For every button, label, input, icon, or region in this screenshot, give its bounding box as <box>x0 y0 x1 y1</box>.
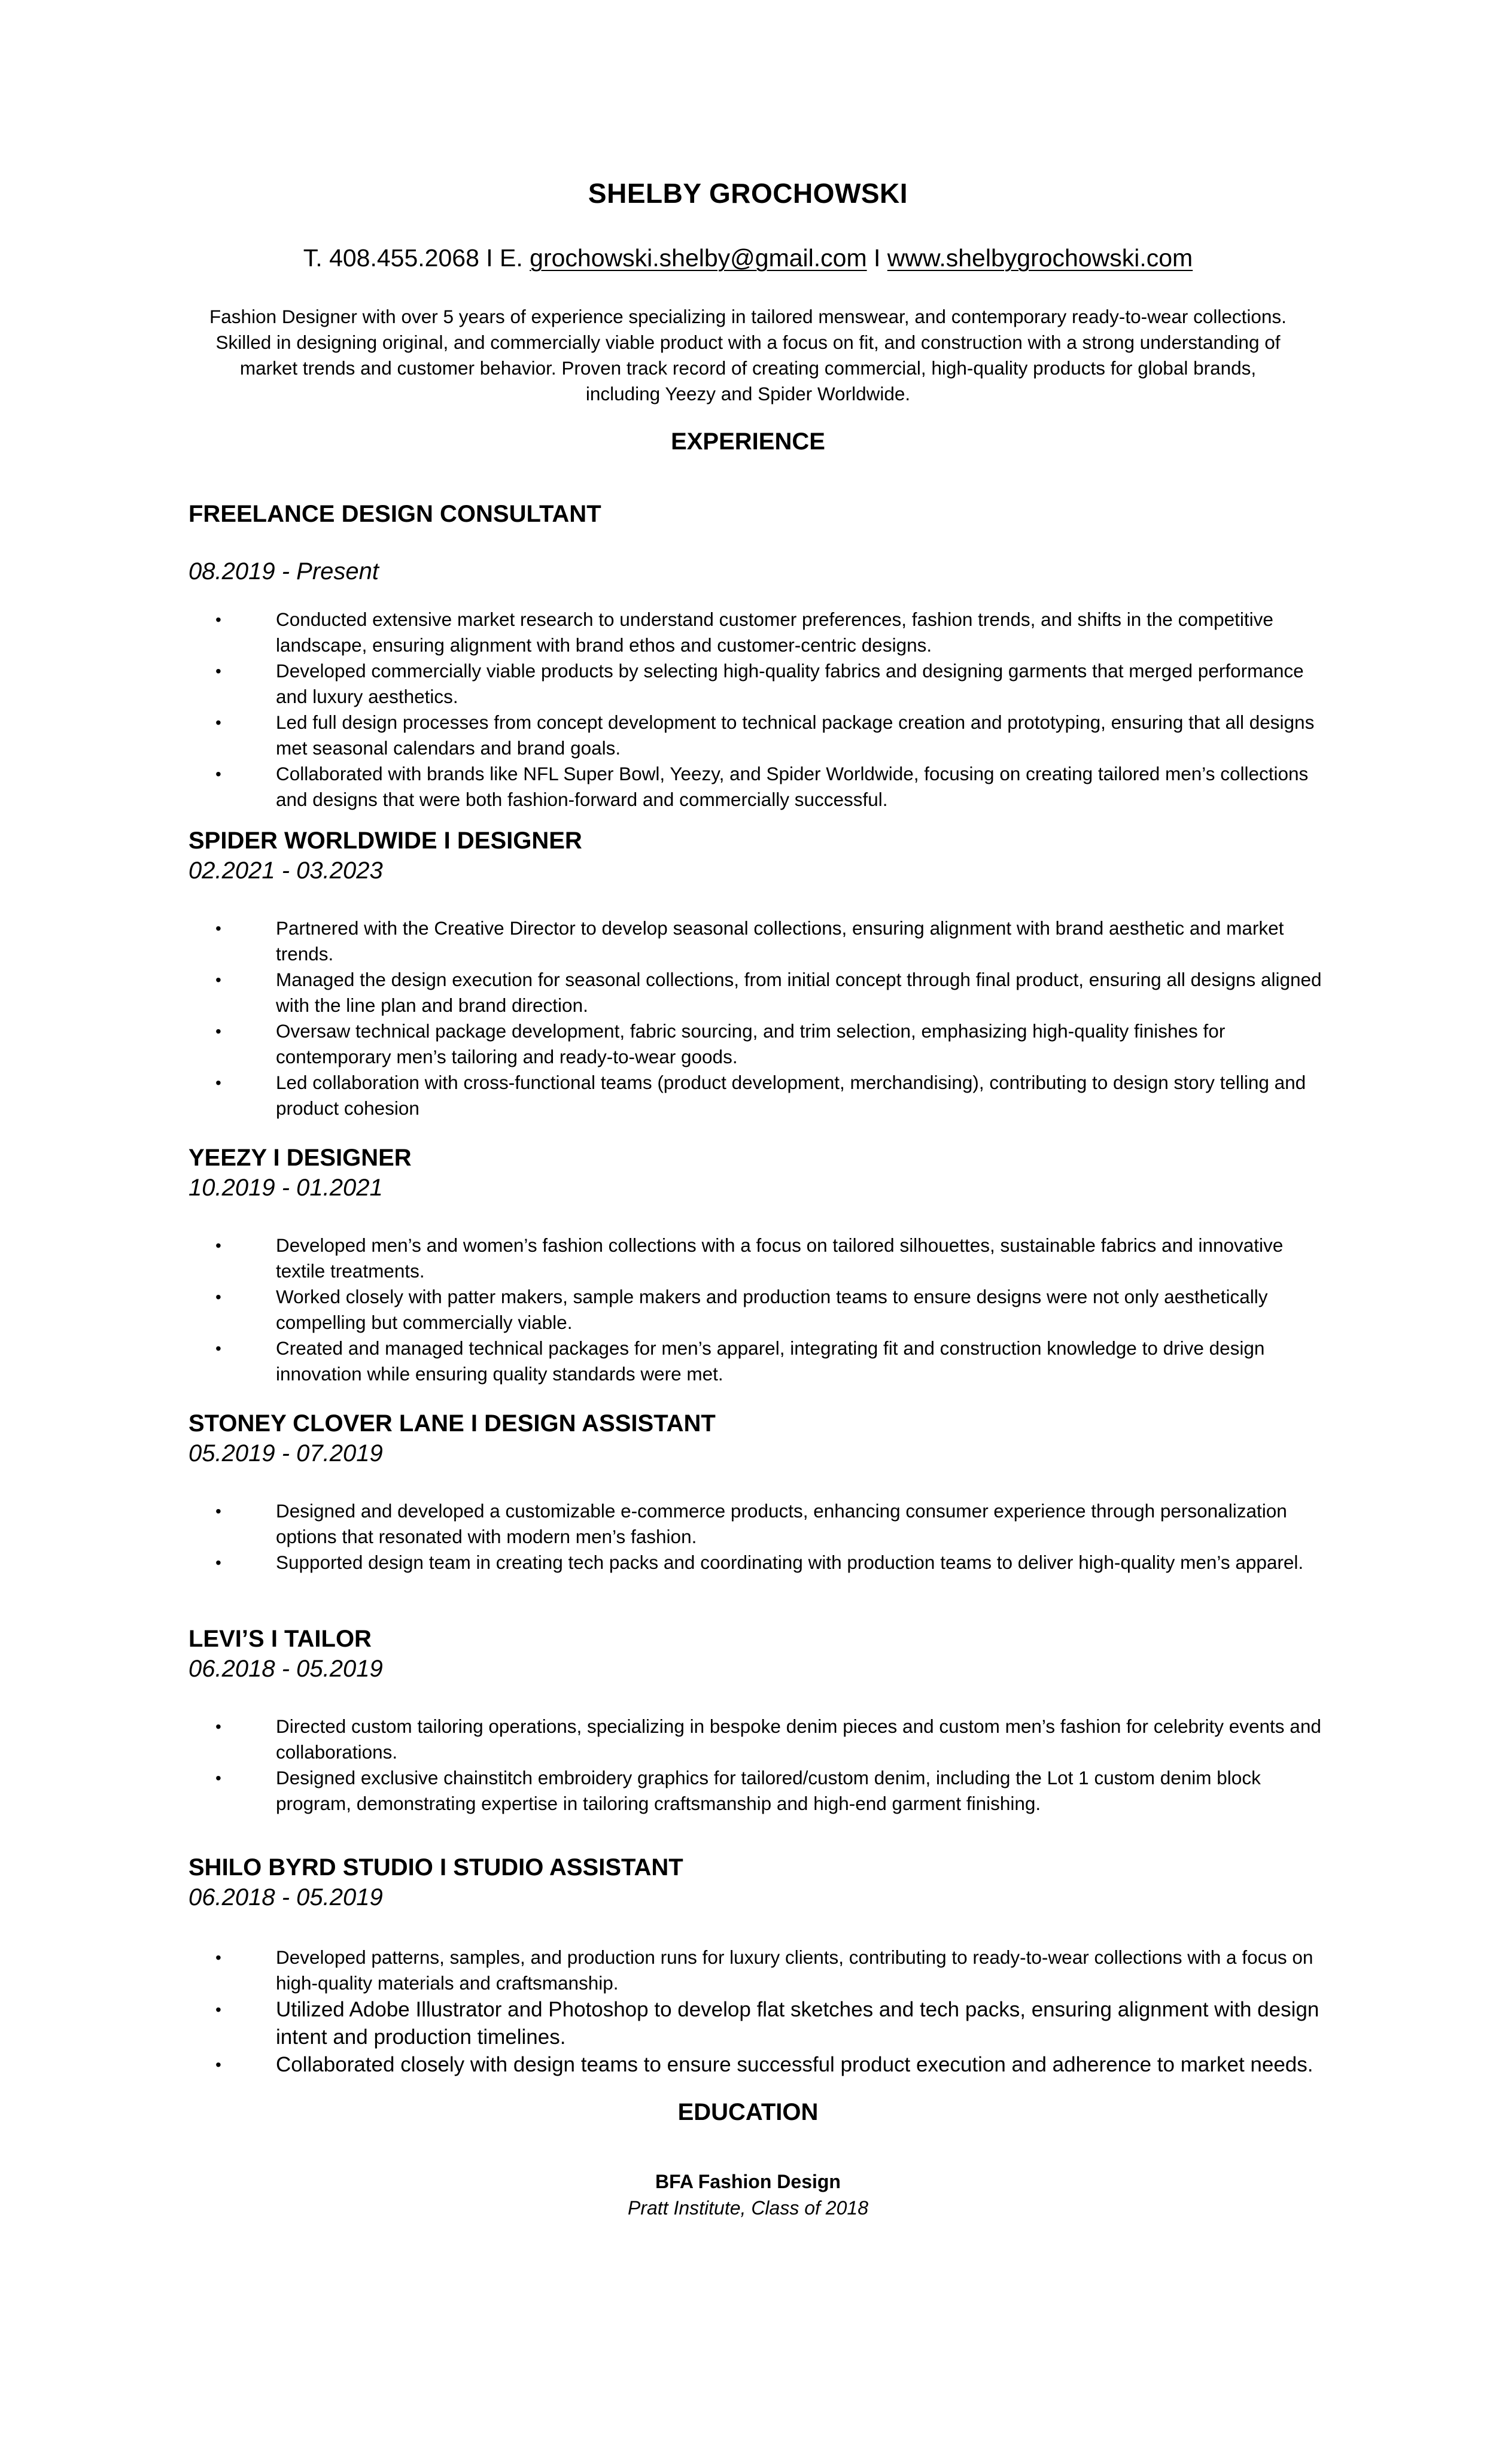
job-stoney-clover-lane <box>188 1409 1337 1468</box>
job-title: STONEY CLOVER LANE I DESIGN ASSISTANT <box>188 1410 716 1437</box>
bullet-text: Led full design processes from concept development to technical package creation and prototyping, ensuring that all designs met seasonal calendars and brand goals. <box>276 711 1315 759</box>
bullet-icon: • <box>215 765 221 783</box>
list-item <box>188 1945 1337 1996</box>
bullet-text: Designed exclusive chainstitch embroidery graphics for tailored/custom denim, including the Lot 1 custom denim block program, demonstrating expertise in tailoring craftsmanship and high-end garment finishing. <box>276 1767 1261 1814</box>
bullet-text: Collaborated closely with design teams to ensure successful product execution and adherence to market needs. <box>276 2053 1313 2076</box>
bullet-text: Developed men’s and women’s fashion collections with a focus on tailored silhouettes, sustainable fabrics and innovative textile treatments. <box>276 1234 1284 1282</box>
bullet-text: Developed commercially viable products by selecting high-quality fabrics and designing garments that merged performance and luxury aesthetics. <box>276 660 1304 707</box>
candidate-name: SHELBY GROCHOWSKI <box>588 178 908 209</box>
job-title: YEEZY I DESIGNER <box>188 1145 412 1171</box>
bullet-text: Utilized Adobe Illustrator and Photoshop to develop flat sketches and tech packs, ensuring alignment with design intent and production timelines. <box>276 1998 1319 2049</box>
job-title: SHILO BYRD STUDIO I STUDIO ASSISTANT <box>188 1854 683 1881</box>
job-dates: 06.2018 - 05.2019 <box>188 1656 383 1682</box>
experience-heading: EXPERIENCE <box>671 428 825 455</box>
bullet-text: Managed the design execution for seasonal collections, from initial concept through final product, ensuring all designs aligned with the line plan and brand direction. <box>276 969 1322 1016</box>
bullet-icon: • <box>215 1288 221 1306</box>
bullet-text: Oversaw technical package development, fabric sourcing, and trim selection, emphasizing high-quality finishes for contemporary men’s tailoring and ready-to-wear goods. <box>276 1020 1226 1067</box>
job-dates: 08.2019 - Present <box>188 558 379 585</box>
job-dates: 10.2019 - 01.2021 <box>188 1175 383 1201</box>
list-item <box>188 761 1337 813</box>
bullet-text: Directed custom tailoring operations, specializing in bespoke denim pieces and custom men’s fashion for celebrity events and collaborations. <box>276 1715 1321 1763</box>
bullet-text: Worked closely with patter makers, sample makers and production teams to ensure designs were not only aesthetically compelling but commercially viable. <box>276 1286 1268 1333</box>
bullet-text: Created and managed technical packages for men’s apparel, integrating fit and construction knowledge to drive design innovation while ensuring quality standards were met. <box>276 1337 1265 1385</box>
bullet-icon: • <box>215 1236 221 1255</box>
list-item <box>188 1070 1337 1121</box>
bullet-text: Partnered with the Creative Director to develop seasonal collections, ensuring alignment with brand aesthetic and market trends. <box>276 917 1284 965</box>
bullet-icon: • <box>215 1502 221 1520</box>
bullet-text: Led collaboration with cross-functional teams (product development, merchandising), contributing to design story telling and product cohesion <box>276 1072 1306 1119</box>
education-degree: BFA Fashion Design <box>655 2171 841 2192</box>
education-school: Pratt Institute, Class of 2018 <box>628 2197 868 2219</box>
list-item <box>188 710 1337 761</box>
list-item <box>188 607 1337 658</box>
list-item <box>188 1714 1337 1765</box>
bullet-icon: • <box>215 1073 221 1092</box>
contact-separator: I <box>866 244 887 272</box>
job-spider-bullets <box>188 915 1337 1121</box>
job-title: FREELANCE DESIGN CONSULTANT <box>188 501 601 527</box>
job-title: SPIDER WORLDWIDE I DESIGNER <box>188 828 582 854</box>
bullet-text: Collaborated with brands like NFL Super Bowl, Yeezy, and Spider Worldwide, focusing on creating tailored men’s collections and designs that were both fashion-forward and commercially successful. <box>276 763 1309 810</box>
list-item <box>188 1018 1337 1070</box>
professional-summary: Fashion Designer with over 5 years of experience specializing in tailored menswear, and contemporary ready-to-wear collections. Skilled in designing original, and commercially viable product with a focus on fit, and construction with a strong understanding of market trends and customer behavior. Proven track record of creating commercial, high-quality products for global brands, including Yeezy and Spider Worldwide. <box>209 306 1287 404</box>
list-item <box>188 1284 1337 1336</box>
job-dates: 05.2019 - 07.2019 <box>188 1440 383 1467</box>
list-item <box>188 967 1337 1018</box>
bullet-text: Designed and developed a customizable e-commerce products, enhancing consumer experience through personalization options that resonated with modern men’s fashion. <box>276 1500 1287 1547</box>
job-stoney-bullets <box>188 1498 1337 1575</box>
bullet-icon: • <box>215 919 221 938</box>
contact-line <box>0 244 1496 272</box>
bullet-icon: • <box>215 610 221 629</box>
bullet-icon: • <box>215 1717 221 1736</box>
list-item <box>188 1336 1337 1387</box>
job-spider-worldwide <box>188 826 1337 886</box>
job-yeezy-bullets <box>188 1233 1337 1387</box>
job-freelance-dates-wrap <box>188 556 1337 586</box>
bullet-icon: • <box>215 662 221 680</box>
email-link[interactable]: grochowski.shelby@gmail.com <box>530 244 867 272</box>
list-item <box>188 1233 1337 1284</box>
list-item <box>188 915 1337 967</box>
list-item <box>188 658 1337 710</box>
bullet-text: Developed patterns, samples, and production runs for luxury clients, contributing to ready-to-wear collections with a focus on high-quality materials and craftsmanship. <box>276 1946 1313 1994</box>
job-levis-bullets <box>188 1714 1337 1817</box>
bullet-icon: • <box>215 1339 221 1358</box>
bullet-icon: • <box>215 1022 221 1041</box>
bullet-icon: • <box>215 2000 221 2019</box>
education-heading: EDUCATION <box>677 2099 819 2125</box>
list-item <box>188 1765 1337 1817</box>
list-item <box>188 1550 1337 1575</box>
bullet-text: Supported design team in creating tech packs and coordinating with production teams to deliver high-quality men’s apparel. <box>276 1552 1304 1573</box>
bullet-icon: • <box>215 971 221 989</box>
bullet-icon: • <box>215 2055 221 2074</box>
job-dates: 02.2021 - 03.2023 <box>188 857 383 884</box>
job-yeezy <box>188 1143 1337 1203</box>
list-item <box>188 1498 1337 1550</box>
bullet-icon: • <box>215 713 221 732</box>
job-freelance-bullets <box>188 607 1337 813</box>
job-dates: 06.2018 - 05.2019 <box>188 1884 383 1911</box>
website-link[interactable]: www.shelbygrochowski.com <box>887 244 1193 272</box>
list-item <box>188 2051 1337 2079</box>
job-shilo-bullets <box>188 1945 1337 2079</box>
bullet-icon: • <box>215 1769 221 1787</box>
bullet-icon: • <box>215 1553 221 1572</box>
job-title: LEVI’S I TAILOR <box>188 1626 372 1652</box>
bullet-text: Conducted extensive market research to understand customer preferences, fashion trends, and shifts in the competitive landscape, ensuring alignment with brand ethos and customer-centric designs. <box>276 609 1273 656</box>
job-shilo-byrd-studio <box>188 1852 1337 1912</box>
job-freelance <box>188 499 1337 529</box>
phone-label: T. 408.455.2068 I E. <box>303 244 530 272</box>
job-levis <box>188 1624 1337 1684</box>
list-item <box>188 1996 1337 2051</box>
bullet-icon: • <box>215 1948 221 1967</box>
